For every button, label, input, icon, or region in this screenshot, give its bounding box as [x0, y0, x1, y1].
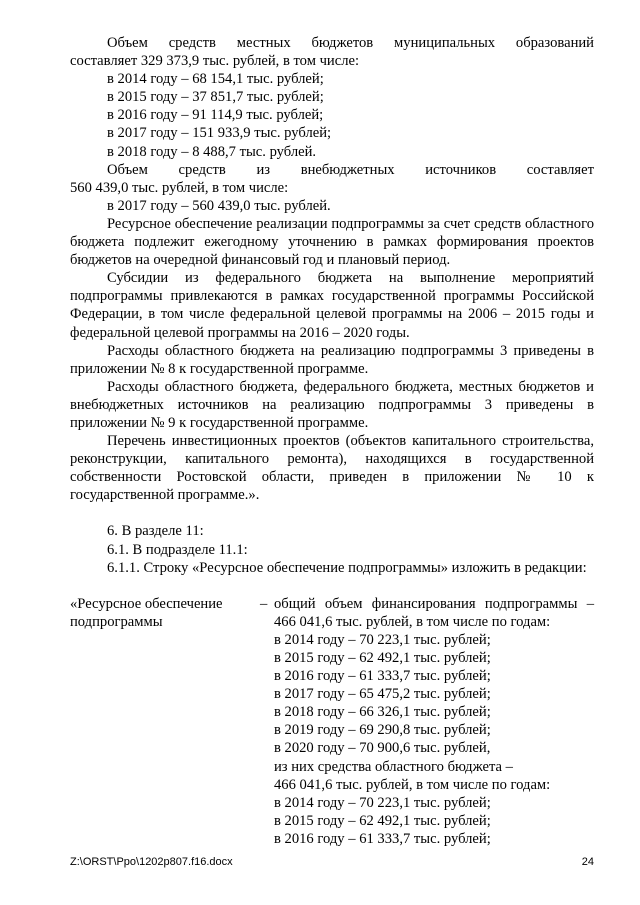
section-11-heading: 6. В разделе 11:	[107, 523, 204, 540]
table-right-line: в 2016 году – 61 333,7 тыс. рублей;	[274, 668, 491, 685]
resource-provision-table	[70, 595, 594, 848]
table-right-line: в 2014 году – 70 223,1 тыс. рублей;	[274, 794, 491, 811]
local-budgets-year-list	[70, 70, 594, 160]
document-page	[70, 34, 594, 848]
table-right-line: из них средства областного бюджета –	[274, 758, 513, 775]
table-right-line: 466 041,6 тыс. рублей, в том числе по годам:	[274, 776, 551, 793]
year-list-item: в 2014 году – 68 154,1 тыс. рублей;	[107, 71, 324, 88]
table-right-lines	[274, 631, 594, 848]
year-list-item: в 2015 году – 37 851,7 тыс. рублей;	[107, 89, 324, 106]
subsection-11-1-heading: 6.1. В подразделе 11.1:	[107, 541, 248, 558]
offbudget-year-item: в 2017 году – 560 439,0 тыс. рублей.	[107, 197, 331, 214]
item-6-1-1-text: 6.1.1. Строку «Ресурсное обеспечение подпрограммы» изложить в редакции:	[107, 559, 587, 576]
year-list-item: в 2018 году – 8 488,7 тыс. рублей.	[107, 143, 317, 160]
year-list-item: в 2016 году – 91 114,9 тыс. рублей;	[107, 107, 324, 124]
table-right-line: в 2020 году – 70 900,6 тыс. рублей,	[274, 740, 491, 757]
year-list-item: в 2017 году – 151 933,9 тыс. рублей;	[107, 125, 332, 142]
table-right-line: в 2015 году – 62 492,1 тыс. рублей;	[274, 650, 491, 666]
table-dash: –	[260, 595, 268, 612]
paragraph-offbudget-line2: 560 439,0 тыс. рублей, в том числе:	[70, 179, 289, 196]
paragraph-regional-expenses: Расходы областного бюджета на реализацию подпрограммы 3 приведены в приложении № 8 к государственной программе.	[70, 342, 594, 377]
table-left-label: «Ресурсное обеспечение подпрограммы	[70, 595, 223, 630]
paragraph-resource-provision: Ресурсное обеспечение реализации подпрограммы за счет средств областного бюджета подлежит ежегодному уточнению в рамках формирования проектов бюджетов на очередной финансовый год и плановый период.	[70, 215, 594, 269]
paragraph-offbudget-line1: Объем средств из внебюджетных источников составляет	[107, 161, 594, 178]
paragraph-investment-list: Перечень инвестиционных проектов (объектов капитального строительства, реконструкции, капитального ремонта), находящихся в государственной собственности Ростовской области, приведен в приложении № 10 к государственной программе.».	[70, 433, 594, 504]
table-right-line: в 2019 году – 69 290,8 тыс. рублей;	[274, 722, 491, 739]
table-right-first: общий объем финансирования подпрограммы – 466 041,6 тыс. рублей, в том числе по годам:	[274, 595, 594, 630]
table-right-line: в 2017 году – 65 475,2 тыс. рублей;	[274, 686, 491, 703]
table-right-line: в 2014 году – 70 223,1 тыс. рублей;	[274, 631, 491, 648]
paragraph-local-budgets-line1: Объем средств местных бюджетов муниципальных образований	[107, 35, 594, 51]
paragraph-all-expenses: Расходы областного бюджета, федерального бюджета, местных бюджетов и внебюджетных источников на реализацию подпрограммы 3 приведены в приложении № 9 к государственной программе.	[70, 378, 594, 431]
paragraph-local-budgets-line2: составляет 329 373,9 тыс. рублей, в том числе:	[70, 53, 360, 70]
table-right-line: в 2016 году – 61 333,7 тыс. рублей;	[274, 830, 491, 847]
paragraph-federal-subsidies: Субсидии из федерального бюджета на выполнение мероприятий подпрограммы привлекаются в рамках государственной программы Российской Федерации, в том числе федеральной целевой программы на 2006 – 2015 годы и федеральной целевой программы на 2016 – 2020 годы.	[70, 270, 594, 341]
page-footer	[70, 856, 594, 868]
footer-file-path: Z:\ORST\Ppo\1202p807.f16.docx	[70, 856, 233, 868]
table-right-line: в 2015 году – 62 492,1 тыс. рублей;	[274, 812, 491, 829]
table-right-line: в 2018 году – 66 326,1 тыс. рублей;	[274, 704, 491, 721]
table-right-cell	[274, 595, 594, 848]
footer-page-number: 24	[581, 856, 594, 868]
